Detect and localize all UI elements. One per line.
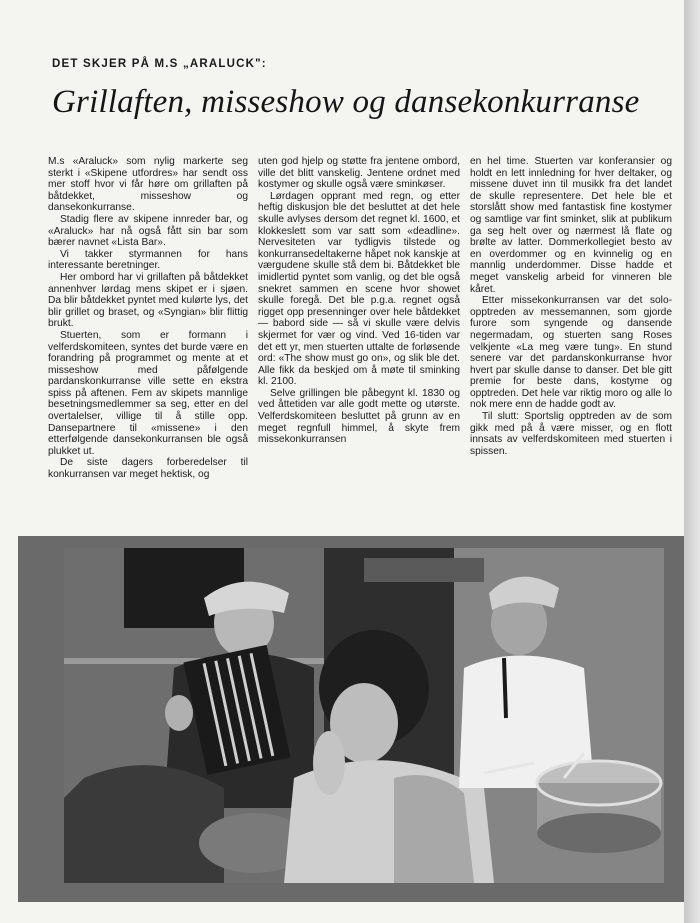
paragraph: Stuerten, som er formann i velferdskomiteen, syntes det burde være en forandring på programmet og mente at et misseshow med påfølgende pardanskonkurranse ville sette en ekstra spiss på aftenen. Fem av skipets mannlige besetningsmedlemmer sa seg, etter en del overtalelser, villige til å stille opp. Dansepartnere til «missene» i den etterfølgende dansekonkurransen ble også plukket ut. (48, 329, 248, 457)
paragraph: Selve grillingen ble påbegynt kl. 1830 og ved åttetiden var alle godt mette og utørste. Velferdskomiteen besluttet på grunn av en meget regnfull himmel, å skyte frem missekonkurransen (258, 387, 460, 446)
paragraph: en hel time. Stuerten var konferansier og holdt en lett innledning for hver deltaker, og missene duvet inn til musikk fra det landet de skulle representere. Det hele ble et storslått show med fantastisk fine kostymer og samtlige var fint sminket, slik at publikum ga seg helt over og nærmest lå flate og brølte av latter. Dommerkollegiet besto av en overdommer og en kvinnelig og en mannlig underdommer. Disse hadde et meget vanskelig arbeid for vinneren ble kåret. (470, 156, 672, 295)
text-column-1 (48, 156, 248, 486)
paragraph: Stadig flere av skipene innreder bar, og «Araluck» har nå også fått sin bar som bærer navnet «Lista Bar». (48, 213, 248, 249)
photo-musicians-icon (64, 548, 664, 883)
text-column-3 (470, 156, 672, 486)
paragraph: Etter missekonkurransen var det solo-opptreden av messemannen, som gjorde furore som syngende og dansende negermadam, og stuerten sang Roses velkjente «La meg være tung». En stund senere var det pardanskonkurranse hvor hvert par skulle danse to danser. Det ble gitt premie for beste dans, kostyme og opptreden. Det hele var riktig moro og alle lo nok mere enn de hadde godt av. (470, 295, 672, 411)
paragraph: Lørdagen opprant med regn, og etter heftig diskusjon ble det besluttet at det hele skulle avlyses dersom det regnet kl. 1600, et klokkeslett som var satt som «deadline». Nervesiteten var tydligvis tilstede og konkurransedeltakerne håpet nok kanskje at værgudene skulle stå dem bi. Båtdekket ble imidlertid pyntet som vanlig, og det ble også snekret sammen en scene hvor showet skulle foregå. Det ble p.g.a. regnet også rigget opp presenninger over hele båtdekket — babord side — så vi skulle være delvis skjermet for vær og vind. Ved 16-tiden var det ett yr, men stuerten uttalte de forløsende ord: «The show must go on», og slik ble det. Alle fikk da beskjed om å møte til sminking kl. 2100. (258, 190, 460, 388)
paragraph: uten god hjelp og støtte fra jentene ombord, ville det blitt vanskelig. Jentene ordnet med kostymer og skulle også være sminkøser. (258, 156, 460, 191)
paragraph: Vi takker styrmannen for hans interessante beretninger. (48, 248, 248, 272)
article-body (48, 156, 672, 486)
paragraph: M.s «Araluck» som nylig markerte seg sterkt i «Skipene utfordres» har sendt oss mer stoff hvor vi får høre om grillaften på båtdekket, misseshow og dansekonkurranse. (48, 156, 248, 214)
paragraph: De siste dagers forberedelser til konkurransen var meget hektisk, og (48, 457, 248, 481)
paragraph: Her ombord har vi grillaften på båtdekket annenhver lørdag mens skipet er i sjøen. Da blir båtdekket pyntet med kulørte lys, det blir grillet og braset, og «Syngian» blir flittig brukt. (48, 271, 248, 330)
article-headline: Grillaften, misseshow og dansekonkurranse (52, 84, 640, 120)
party-photo (64, 548, 664, 883)
page-edge (684, 0, 700, 923)
article-kicker: DET SKJER PÅ M.S „ARALUCK": (52, 58, 267, 70)
text-column-2 (258, 156, 460, 486)
paragraph: Til slutt: Sportslig opptreden av de som gikk med på å være misser, og en flott innsats av velferdskomiteen med stuerten i spissen. (470, 411, 672, 457)
